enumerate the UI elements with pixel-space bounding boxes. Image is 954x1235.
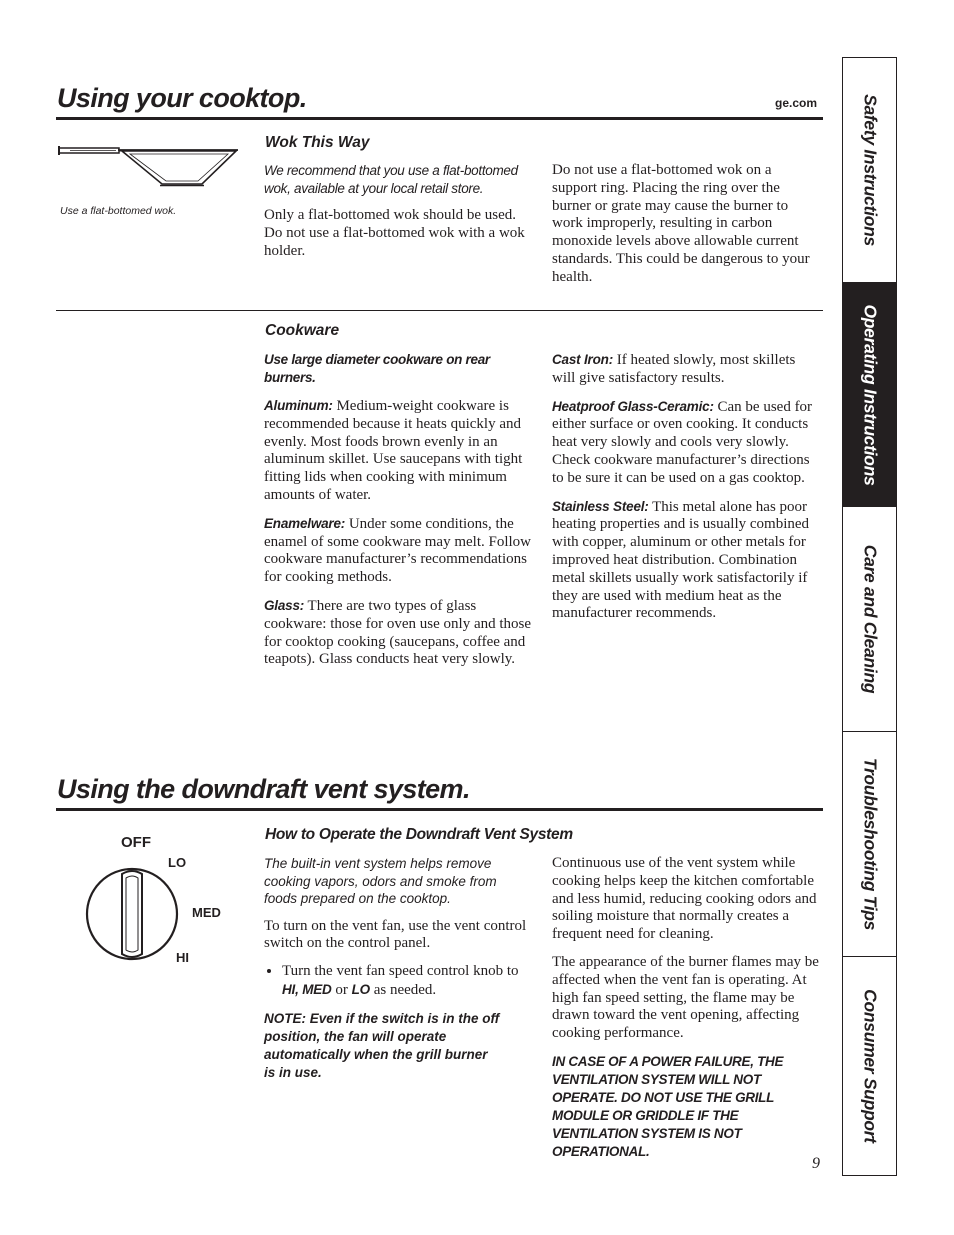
vent-right-column xyxy=(552,855,824,1171)
vent-left-column xyxy=(264,855,529,1092)
page-number: 9 xyxy=(812,1155,820,1172)
knob-label-off: OFF xyxy=(121,834,151,851)
bullet-text-end: as needed. xyxy=(369,981,437,998)
title-rule xyxy=(56,117,823,120)
wok-para-2: Do not use a flat-bottomed wok on a support ring. Placing the ring over the burner or grate may cause the burner to work improperly, resulting in carbon monoxide levels above allowable current standards. This could be dangerous to your health. xyxy=(552,162,810,285)
vent-heading: How to Operate the Downdraft Vent System xyxy=(265,826,573,843)
cookware-text: Can be used for either surface or oven cooking. It conducts heat very slowly and cools very slowly. Check cookware manufacturer’s directions to be sure it can be used on a gas cooktop. xyxy=(552,398,813,486)
knob-label-med: MED xyxy=(192,905,221,920)
cookware-text: Medium-weight cookware is recommended because it heats quickly and evenly. Most foods brown evenly in an aluminum skillet. Use saucepans with tight fitting lids when cooking with minimum amounts of water. xyxy=(264,398,523,503)
bullet-setting-lo: LO xyxy=(351,981,370,997)
cookware-text: Under some conditions, the enamel of some cookware may melt. Follow cookware manufacturer’s recommendations for cooking methods. xyxy=(264,515,532,586)
cookware-label: Cast Iron: xyxy=(552,352,614,367)
cookware-item-stainless-steel xyxy=(552,498,820,624)
tab-label: Troubleshooting Tips xyxy=(860,757,880,931)
tab-safety-instructions[interactable] xyxy=(843,58,896,283)
tab-troubleshooting-tips[interactable] xyxy=(843,732,896,957)
cookware-item-glass xyxy=(264,597,536,669)
tab-label: Care and Cleaning xyxy=(860,544,880,694)
wok-left-column xyxy=(264,162,536,270)
tab-operating-instructions[interactable] xyxy=(843,283,896,507)
cookware-text: If heated slowly, most skillets will give satisfactory results. xyxy=(552,352,796,386)
vent-right-para-1: Continuous use of the vent system while cooking helps keep the kitchen comfortable and less humid, reducing cooking odors and soiling moisture that normally creates a frequent need for cleaning. xyxy=(552,855,817,943)
bullet-text: Turn the vent fan speed control knob to xyxy=(282,963,519,980)
vent-bullets xyxy=(264,963,529,1000)
vent-title-rule xyxy=(56,808,823,811)
cookware-item-enamelware xyxy=(264,515,536,587)
cookware-left-column xyxy=(264,351,536,679)
knob-label-lo: LO xyxy=(168,855,187,870)
wok-intro: We recommend that you use a flat-bottomed wok, available at your local retail store. xyxy=(264,163,518,196)
section-sidebar xyxy=(842,57,897,1176)
cookware-item-cast-iron xyxy=(552,351,820,388)
tab-consumer-support[interactable] xyxy=(843,957,896,1175)
tab-label: Consumer Support xyxy=(860,989,880,1143)
vent-note: NOTE: Even if the switch is in the off position, the fan will operate automatically when the grill burner is in use. xyxy=(264,1010,500,1080)
tab-care-and-cleaning[interactable] xyxy=(843,507,896,732)
cookware-label: Aluminum: xyxy=(264,398,333,413)
list-item xyxy=(282,963,529,1000)
cookware-label: Glass: xyxy=(264,597,305,613)
page-title: Using your cooktop. xyxy=(57,83,307,113)
cookware-item-glass-ceramic xyxy=(552,398,820,488)
cookware-right-column xyxy=(552,351,820,633)
cookware-heading: Cookware xyxy=(265,322,340,339)
vent-knob-icon xyxy=(84,866,184,962)
cookware-item-aluminum xyxy=(264,397,536,505)
vent-right-para-2: The appearance of the burner flames may be affected when the vent fan is operating. At high fan speed setting, the flame may be drawn toward the vent opening, affecting cooking performance. xyxy=(552,953,819,1042)
cookware-text: There are two types of glass cookware: those for oven use only and those for cooktop cooking (saucepans, coffee and teapots). Glass conducts heat very slowly. xyxy=(264,597,532,668)
cookware-label: Enamelware: xyxy=(264,515,346,531)
tab-label: Safety Instructions xyxy=(860,94,880,246)
wok-caption: Use a flat-bottomed wok. xyxy=(60,205,177,217)
wok-right-column xyxy=(552,162,820,297)
wok-icon xyxy=(58,140,240,192)
section-title-vent: Using the downdraft vent system. xyxy=(57,774,470,804)
vent-intro: The built-in vent system helps remove cooking vapors, odors and smoke from foods prepared on the cooktop. xyxy=(264,856,497,906)
bullet-setting-hi-med: HI, MED xyxy=(282,981,332,997)
tab-label: Operating Instructions xyxy=(860,303,880,486)
section-divider xyxy=(56,310,823,311)
bullet-or: or xyxy=(331,981,352,998)
cookware-label: Stainless Steel: xyxy=(552,498,649,514)
cookware-text: This metal alone has poor heating properties and is usually combined with copper, aluminum or other metals for improved heat distribution. Combination metal skillets usually work satisfactorily if they are used with medium heat as the manufacturer recommends. xyxy=(552,498,810,622)
knob-label-hi: HI xyxy=(176,950,189,965)
cookware-label: Heatproof Glass-Ceramic: xyxy=(552,398,714,414)
site-url[interactable]: ge.com xyxy=(775,96,818,110)
vent-para-1: To turn on the vent fan, use the vent control switch on the control panel. xyxy=(264,917,527,952)
wok-para-1: Only a flat-bottomed wok should be used. Do not use a flat-bottomed wok with a wok holder. xyxy=(264,207,525,259)
cookware-intro: Use large diameter cookware on rear burners. xyxy=(264,352,490,385)
vent-warning: IN CASE OF A POWER FAILURE, THE VENTILATION SYSTEM WILL NOT OPERATE. DO NOT USE THE GRILL MODULE OR GRIDDLE IF THE VENTILATION SYSTEM IS NOT OPERATIONAL. xyxy=(552,1053,784,1159)
wok-heading: Wok This Way xyxy=(265,134,370,151)
